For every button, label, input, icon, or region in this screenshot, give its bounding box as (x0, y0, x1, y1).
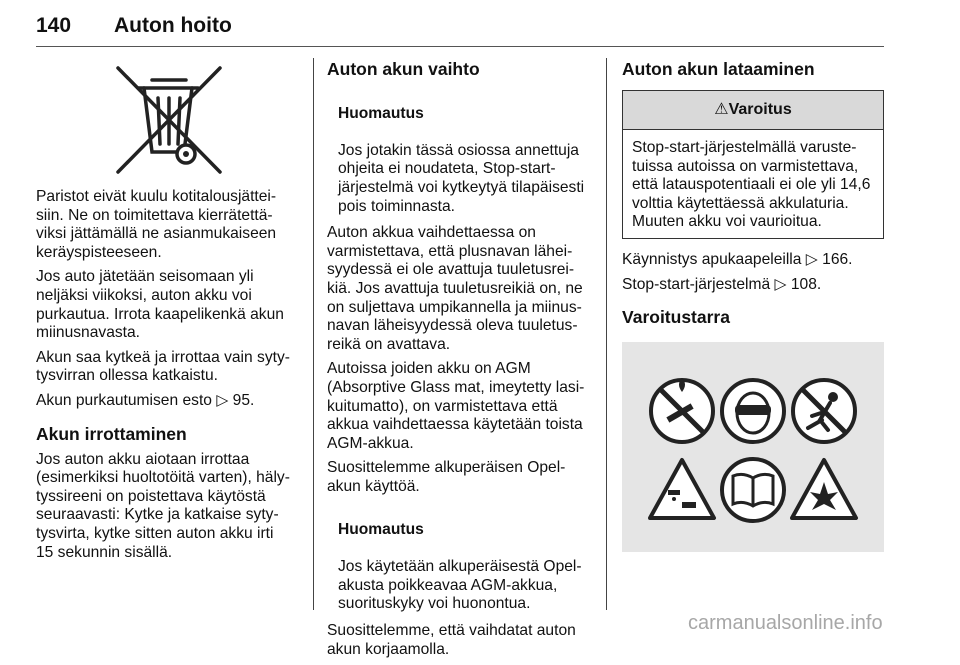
workshop-paragraph: Suosittelemme, että vaihdatat auton akun korjaamolla. (327, 622, 576, 658)
crossed-out-wheelie-bin-icon (114, 66, 224, 176)
keep-children-away-icon (793, 380, 855, 442)
watermark: carmanualsonline.info (688, 612, 883, 634)
middle-column (327, 58, 589, 665)
reference-text: Käynnistys apukaapeleilla (622, 250, 802, 268)
vent-paragraph: Auton akkua vaihdettaessa on varmistettava, että plusnavan lähei- syydessä ei ole avattuja tuuletusrei- kiä. Jos avattuja tuuletusreikiä on, ne on suljettava umpikannella ja miinus- navan läheisyydessä oleva tuuletus- reikä on avattava. (327, 224, 583, 353)
section-heading-replace: Auton akun vaihto (327, 59, 480, 79)
storage-paragraph: Jos auto jätetään seisomaan yli neljäksi viikoksi, auton akku voi purkautua. Irrota kaapelikenkä akun miinusnavasta. (36, 268, 284, 342)
page-reference-arrow-icon: ▷ (216, 391, 229, 409)
stop-start-reference (622, 276, 884, 295)
note-text: Jos käytetään alkuperäisestä Opel- akusta poikkeavaa AGM-akkua, suorituskyky voi huonontua. (338, 558, 582, 613)
note-text: Jos jotakin tässä osiossa annettuja ohjeita ei noudateta, Stop-start- järjestelmä voi kytkeytyä tilapäisesti pois toiminnasta. (338, 141, 585, 215)
left-column (36, 58, 298, 568)
read-manual-icon (722, 459, 784, 521)
column-divider (313, 58, 314, 610)
reference-text: Stop-start-järjestelmä (622, 275, 771, 293)
eye-protection-icon (722, 380, 784, 442)
corrosive-acid-icon (650, 460, 714, 518)
chapter-title: Auton hoito (114, 14, 232, 37)
note-title: Huomautus (338, 521, 424, 539)
page-header (36, 6, 884, 47)
warning-triangle-icon: ⚠ (714, 101, 729, 118)
remove-paragraph: Jos auton akku aiotaan irrottaa (esimerkiksi huoltotöitä varten), häly- tyssireeni on poistettava käytöstä seuraavasti: Kytke ja katkaise syty- tysvirta, kytke sitten auton akku irti 15 sekunnin sisällä. (36, 450, 290, 561)
battery-warning-label-image (622, 342, 884, 552)
column-divider (606, 58, 607, 610)
disposal-paragraph: Paristot eivät kuulu kotitalousjättei- siin. Ne on toimitettava kierrätettä- viksi jättämällä ne asianmukaiseen keräyspisteeseen. (36, 188, 277, 261)
no-smoking-icon (651, 378, 713, 442)
explosive-gas-icon (792, 460, 856, 518)
agm-paragraph: Autoissa joiden akku on AGM (Absorptive Glass mat, imeytetty lasi- kuitumatto), on varmistettava että akkua vaihdettaessa käytetään toista AGM-akkua. (327, 360, 585, 452)
warning-title: Varoitus (728, 101, 792, 118)
reference-text: Akun purkautumisen esto (36, 391, 212, 409)
page-reference-arrow-icon: ▷ (805, 250, 818, 268)
note-title: Huomautus (338, 104, 424, 122)
reference-page-link[interactable]: 108. (790, 275, 822, 293)
right-column (622, 58, 884, 552)
section-heading-charge: Auton akun lataaminen (622, 59, 815, 79)
original-battery-paragraph: Suosittelemme alkuperäisen Opel- akun käyttöä. (327, 459, 566, 495)
ignition-paragraph: Akun saa kytkeä ja irrottaa vain syty- tysvirran ollessa katkaistu. (36, 348, 290, 385)
note-block (338, 86, 589, 216)
section-heading-warning-label: Varoitustarra (622, 307, 730, 328)
page-number: 140 (36, 14, 72, 37)
page-reference-arrow-icon: ▷ (774, 275, 787, 293)
reference-page-link[interactable]: 95. (232, 391, 255, 409)
discharge-reference (36, 392, 298, 411)
note-block (338, 502, 589, 614)
warning-box (622, 90, 884, 239)
warning-text: Stop-start-järjestelmällä varuste- tuissa autoissa on varmistettava, että latauspotentiaali ei ole yli 14,6 volttia käytettäessä akkulaturia. Muuten akku voi vaurioitua. (632, 139, 871, 231)
reference-page-link[interactable]: 166. (822, 250, 853, 268)
section-heading-remove: Akun irrottaminen (36, 423, 187, 444)
jump-start-reference (622, 251, 884, 270)
warning-header (623, 91, 883, 130)
